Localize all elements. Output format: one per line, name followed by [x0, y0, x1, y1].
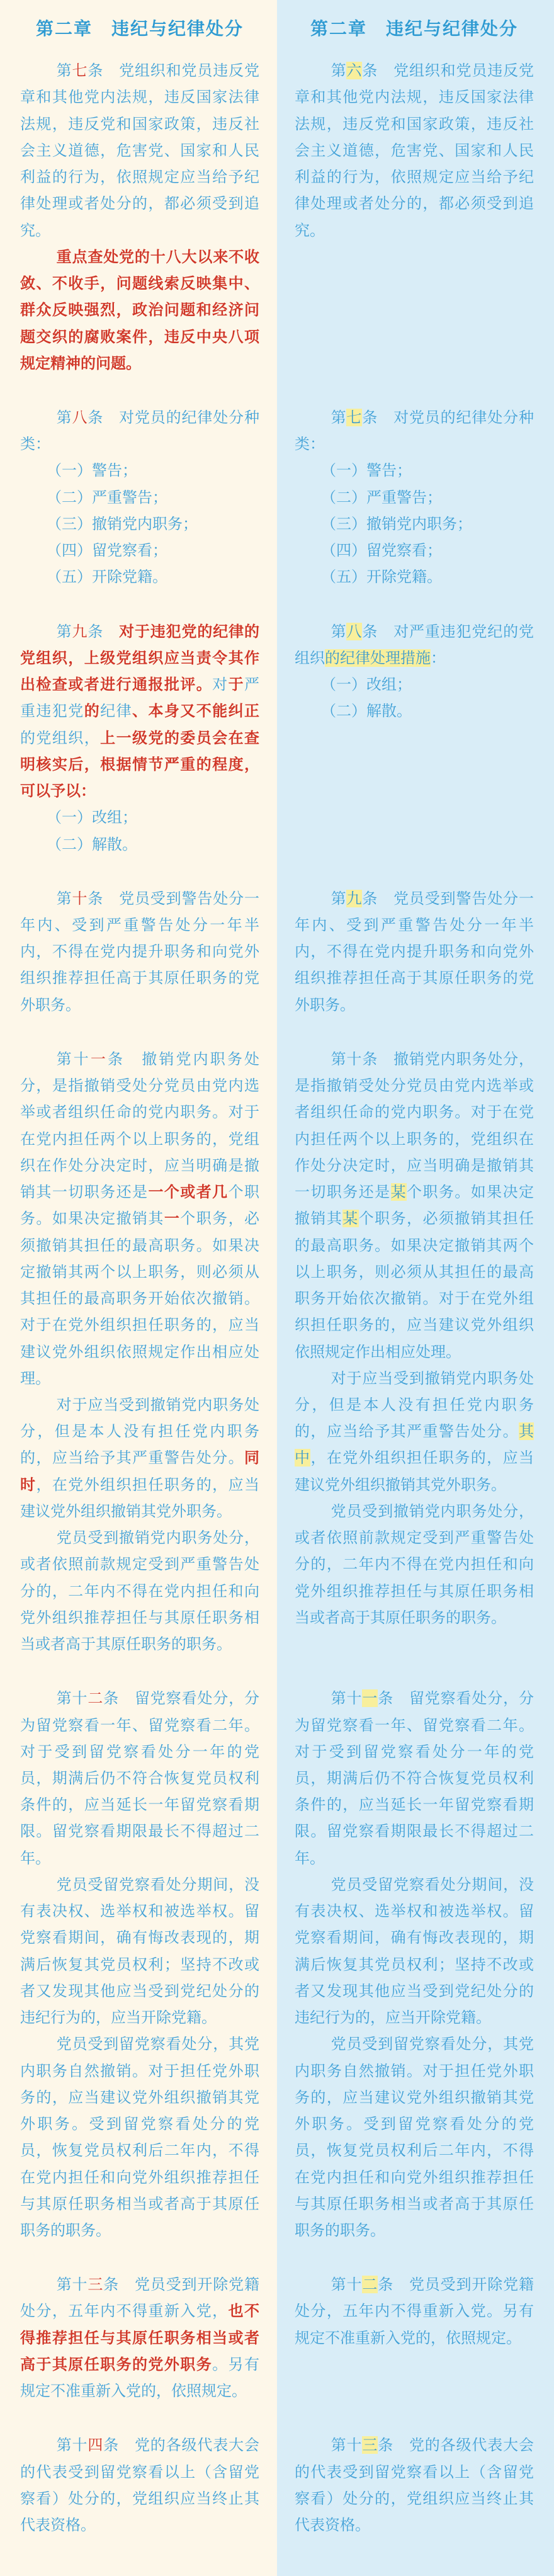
changed-text: 八 — [72, 409, 88, 426]
text-segment: （二）严重警告； — [47, 488, 167, 506]
text-segment: 第 — [331, 622, 347, 640]
highlighted-text: 九 — [346, 889, 363, 907]
highlighted-text: 其中 — [295, 1422, 534, 1467]
text-segment: 撤销党内职务处分，是指撤销受处分党员由党内选举或者组织任命的党内职务。对于在党内担任两个以上职务的，党组织在作处分决定时，应当明确是撤销其一切职务还是 — [295, 1050, 534, 1201]
paragraph — [295, 2432, 534, 2538]
text-segment: 纪律 — [100, 702, 133, 720]
text-segment: 条 — [103, 2436, 135, 2454]
text-segment: （五）开除党籍。 — [47, 568, 167, 586]
text-segment: 。另有规定不准重新入党的，依照规定。 — [20, 2355, 260, 2400]
text-segment: 个职务。如果决定撤销其 — [295, 1183, 534, 1228]
text-segment: 对于应当受到撤销党内职务处分，但是本人没有担任党内职务的，应当给予其严重警告处分。 — [20, 1395, 259, 1467]
text-segment: 第十 — [56, 1689, 88, 1708]
list-item — [295, 537, 534, 564]
text-segment: （二）解散。 — [47, 835, 137, 853]
text-segment: 条 — [88, 889, 120, 907]
text-segment: 党组织和党员违反党章和其他党内法规，违反国家法律法规，违反党和国家政策，违反社会主义道德，危害党、国家和人民利益的行为，依照规定应当给予纪律处理或者处分的，都必须受到追究。 — [295, 62, 534, 239]
text-segment: ，在党外组织担任职务的，应当建议党外组织撤销其党外职务。 — [295, 1449, 534, 1494]
comparison-row — [0, 885, 554, 1018]
paragraph — [295, 618, 534, 671]
text-segment: 条 — [362, 62, 394, 80]
left-title-cell — [0, 16, 277, 41]
right-version-cell — [277, 885, 554, 1018]
comparison-row — [0, 2271, 554, 2404]
text-segment: 第 — [56, 889, 72, 907]
text-segment: 党员受到留党察看处分，其党内职务自然撤销。对于担任党外职务的，应当建议党外组织撤销其党外职务。受到留党察看处分的党员，恢复党员权利后二年内，不得在党内担任和向党外组织推荐担任与其原任职务相当或者高于其原任职务的职务。 — [295, 2035, 534, 2239]
left-version-cell — [0, 57, 277, 377]
paragraph — [295, 1365, 534, 1498]
text-segment: 条 — [362, 889, 394, 907]
paragraph — [295, 404, 534, 457]
left-version-cell — [0, 2271, 277, 2404]
paragraph — [295, 2271, 534, 2351]
chapter-title-row — [0, 16, 554, 41]
text-segment: （一）改组； — [321, 676, 412, 694]
comparison-row — [0, 1046, 554, 1657]
list-item — [20, 484, 259, 511]
highlighted-text: 三 — [362, 2436, 378, 2454]
changed-text: 一 — [90, 1050, 108, 1068]
text-segment: 对党员的纪律处分种类： — [295, 409, 534, 453]
list-item — [20, 564, 259, 590]
text-segment: 条 — [108, 1050, 142, 1068]
right-version-cell — [277, 1685, 554, 2244]
text-segment: 第 — [56, 622, 72, 640]
paragraph — [295, 885, 534, 1018]
text-segment: 党组织和党员违反党章和其他党内法规，违反国家法律法规，违反党和国家政策，违反社会主义道德，危害党、国家和人民利益的行为，依照规定应当给予纪律处理或者处分的，都必须受到追究。 — [20, 62, 260, 239]
list-item — [295, 564, 534, 590]
paragraph — [20, 1871, 259, 2031]
text-segment: 第十 — [56, 2276, 88, 2294]
right-title-cell — [277, 16, 554, 41]
paragraph — [295, 1046, 534, 1365]
text-segment: 第十 — [331, 2436, 363, 2454]
right-version-cell — [277, 57, 554, 377]
text-segment: 第十 — [331, 2276, 363, 2294]
text-segment: （三）撤销党内职务； — [321, 514, 472, 533]
comparison-row — [0, 618, 554, 858]
changed-text: 同时 — [20, 1449, 259, 1494]
right-version-cell — [277, 1046, 554, 1657]
text-segment: （一）警告； — [321, 462, 412, 480]
text-segment: 个职务。如果决定撤销其 — [20, 1183, 260, 1228]
changed-text: 的 — [84, 702, 101, 720]
changed-text: 十 — [72, 889, 88, 907]
changed-text: 对于违犯党的纪律的党组织，上级党组织应当责令其作出检查或者进行通报批评。 — [20, 622, 260, 694]
text-segment: 对严重违犯党纪的党组织 — [295, 622, 534, 667]
left-chapter-title: 第二章 违纪与纪律处分 — [35, 18, 244, 39]
left-version-cell — [0, 618, 277, 858]
text-segment: 对 — [212, 676, 229, 694]
left-version-cell — [0, 404, 277, 591]
list-item — [295, 671, 534, 698]
text-segment: 第十条 — [331, 1050, 394, 1068]
text-segment: 第十 — [56, 1050, 91, 1068]
paragraph — [20, 2432, 259, 2538]
changed-text: 、本身又不能纠正 — [132, 702, 260, 720]
right-version-cell — [277, 2271, 554, 2404]
text-segment: （四）留党察看； — [321, 542, 442, 560]
paragraph — [20, 1392, 259, 1524]
text-segment: 条 — [88, 62, 120, 80]
text-segment: 第 — [56, 62, 72, 80]
text-segment: 个职务，必须撤销其担任的最高职务。如果决定撤销其两个以上职务，则必须从其担任的最高职务开始依次撤销。对于在党外组织担任职务的，应当建议党外组织依照规定作出相应处理。 — [295, 1210, 534, 1361]
text-segment: 第 — [331, 409, 347, 426]
text-segment: 党员受到警告处分一年内、受到严重警告处分一年半内，不得在党内提升职务和向党外组织推荐担任高于其原任职务的党外职务。 — [295, 889, 534, 1014]
text-segment: 条 — [103, 1689, 135, 1708]
paragraph — [295, 1498, 534, 1631]
list-item — [295, 698, 534, 724]
changed-text: 九 — [72, 622, 88, 640]
changed-text: 上一级党的委员会在查明核实后，根据情节严重的程度，可以予以： — [20, 729, 260, 800]
text-segment: 严重违犯党 — [20, 676, 260, 720]
paragraph — [20, 1685, 259, 1871]
left-version-cell — [0, 1046, 277, 1657]
text-segment: 条 — [88, 409, 120, 426]
changed-text: 三 — [88, 2276, 104, 2294]
changed-text: 于 — [228, 676, 245, 694]
comparison-row — [0, 57, 554, 377]
text-segment: 的党组织， — [20, 729, 101, 747]
text-segment: （四）留党察看； — [47, 542, 167, 560]
highlighted-text: 的纪律处理措施 — [325, 649, 431, 667]
text-segment: 党员受到撤销党内职务处分，或者依照前款规定受到严重警告处分的，二年内不得在党内担任和向党外组织推荐担任与其原任职务相当或者高于其原任职务的职务。 — [20, 1529, 259, 1654]
comparison-row — [0, 404, 554, 591]
highlighted-text: 八 — [346, 622, 363, 640]
highlighted-text: 六 — [346, 62, 363, 80]
highlighted-text: 某 — [390, 1183, 407, 1201]
text-segment: 党员受到撤销党内职务处分，或者依照前款规定受到严重警告处分的，二年内不得在党内担任和向党外组织推荐担任与其原任职务相当或者高于其原任职务的职务。 — [295, 1502, 534, 1626]
text-segment: 党员受留党察看处分期间，没有表决权、选举权和被选举权。留党察看期间，确有悔改表现的，期满后恢复其党员权利；坚持不改或者又发现其他应当受到党纪处分的违纪行为的，应当开除党籍。 — [295, 1875, 534, 2027]
changed-text: 一个或者几 — [148, 1183, 229, 1201]
left-version-cell — [0, 2432, 277, 2538]
paragraph — [20, 2031, 259, 2244]
paragraph — [295, 1871, 534, 2031]
list-item — [295, 511, 534, 537]
changed-text: 重点查处党的十八大以来不收敛、不收手，问题线索反映集中、群众反映强烈，政治问题和经济问题交织的腐败案件，违反中央八项规定精神的问题。 — [20, 247, 259, 372]
text-segment: 党员受到警告处分一年内、受到严重警告处分一年半内，不得在党内提升职务和向党外组织推荐担任高于其原任职务的党外职务。 — [20, 889, 260, 1014]
right-version-cell — [277, 2432, 554, 2538]
list-item — [295, 484, 534, 511]
paragraph — [20, 885, 259, 1018]
text-segment: 对于应当受到撤销党内职务处分，但是本人没有担任党内职务的，应当给予其严重警告处分。 — [295, 1369, 534, 1441]
text-segment: （五）开除党籍。 — [321, 568, 442, 586]
text-segment: 条 — [88, 622, 120, 640]
text-segment: 第 — [331, 889, 347, 907]
right-version-cell — [277, 618, 554, 858]
text-segment: 党员受留党察看处分期间，没有表决权、选举权和被选举权。留党察看期间，确有悔改表现的，期满后恢复其党员权利；坚持不改或者又发现其他应当受到党纪处分的违纪行为的，应当开除党籍。 — [20, 1875, 259, 2027]
comparison-row — [0, 1685, 554, 2244]
text-segment: （二）解散。 — [321, 702, 412, 720]
text-segment: （一）警告； — [47, 462, 137, 480]
text-segment: ： — [431, 649, 446, 667]
text-segment: 对党员的纪律处分种类： — [20, 409, 260, 453]
text-segment: 条 — [378, 2276, 409, 2294]
paragraph — [20, 1046, 259, 1392]
list-item — [20, 537, 259, 564]
text-segment: 条 — [378, 1689, 409, 1708]
text-segment: 条 — [362, 622, 394, 640]
text-segment: 第 — [331, 62, 347, 80]
right-chapter-title: 第二章 违纪与纪律处分 — [310, 18, 518, 39]
text-segment: 党员受到开除党籍处分，五年内不得重新入党， — [20, 2276, 260, 2320]
comparison-rows-container — [0, 57, 554, 2538]
right-version-cell — [277, 404, 554, 591]
highlighted-text: 一 — [362, 1689, 378, 1708]
text-segment: 第 — [56, 409, 72, 426]
text-segment: 条 — [103, 2276, 135, 2294]
text-segment: 第十 — [331, 1689, 363, 1708]
paragraph — [20, 57, 259, 244]
changed-text: 一 — [164, 1210, 181, 1228]
paragraph — [295, 57, 534, 244]
text-segment: 第十 — [56, 2436, 88, 2454]
text-segment: 党的各级代表大会的代表受到留党察看以上（含留党察看）处分的，党组织应当终止其代表资格。 — [295, 2436, 534, 2534]
paragraph — [20, 1524, 259, 1657]
changed-text: 二 — [88, 1689, 104, 1708]
text-segment: 条 — [362, 409, 394, 426]
list-item — [295, 457, 534, 484]
text-segment: （二）严重警告； — [321, 488, 442, 506]
comparison-row — [0, 2432, 554, 2538]
text-segment: （三）撤销党内职务； — [47, 514, 198, 533]
text-segment: 党员受到留党察看处分，其党内职务自然撤销。对于担任党外职务的，应当建议党外组织撤销其党外职务。受到留党察看处分的党员，恢复党员权利后二年内，不得在党内担任和向党外组织推荐担任与其原任职务相当或者高于其原任职务的职务。 — [20, 2035, 259, 2239]
text-segment: 党的各级代表大会的代表受到留党察看以上（含留党察看）处分的，党组织应当终止其代表资格。 — [20, 2436, 260, 2534]
text-segment: （一）改组； — [47, 809, 137, 827]
left-version-cell — [0, 1685, 277, 2244]
left-version-cell — [0, 885, 277, 1018]
paragraph — [295, 2031, 534, 2244]
changed-text: 四 — [88, 2436, 104, 2454]
highlighted-text: 二 — [362, 2276, 378, 2294]
list-item — [20, 804, 259, 831]
paragraph — [20, 618, 259, 805]
text-segment: 留党察看处分，分为留党察看一年、留党察看二年。对于受到留党察看处分一年的党员，期满后仍不符合恢复党员权利条件的，应当延长一年留党察看期限。留党察看期限最长不得超过二年。 — [295, 1689, 534, 1867]
paragraph — [295, 1685, 534, 1871]
changed-text: 也不得推荐担任与其原任职务相当或者高于其原任职务的党外职务 — [20, 2302, 260, 2373]
text-segment: 党员受到开除党籍处分，五年内不得重新入党。另有规定不准重新入党的，依照规定。 — [295, 2276, 534, 2347]
highlighted-text: 七 — [346, 409, 363, 426]
text-segment: ，在党外组织担任职务的，应当建议党外组织撤销其党外职务。 — [20, 1475, 260, 1520]
list-item — [20, 457, 259, 484]
text-segment: 个职务，必须撤销其担任的最高职务。如果决定撤销其两个以上职务，则必须从其担任的最高职务开始依次撤销。对于在党外组织担任职务的，应当建议党外组织依照规定作出相应处理。 — [20, 1210, 260, 1387]
paragraph — [20, 404, 259, 457]
list-item — [20, 511, 259, 537]
text-segment: 撤销党内职务处分，是指撤销受处分党员由党内选举或者组织任命的党内职务。对于在党内担任两个以上职务的，党组织在作处分决定时，应当明确是撤销其一切职务还是 — [20, 1050, 260, 1201]
text-segment: 条 — [378, 2436, 409, 2454]
highlighted-text: 某 — [342, 1210, 359, 1228]
list-item — [20, 831, 259, 858]
paragraph — [20, 244, 259, 377]
text-segment: 留党察看处分，分为留党察看一年、留党察看二年。对于受到留党察看处分一年的党员，期满后仍不符合恢复党员权利条件的，应当延长一年留党察看期限。留党察看期限最长不得超过二年。 — [20, 1689, 260, 1867]
paragraph — [20, 2271, 259, 2404]
changed-text: 七 — [72, 62, 88, 80]
